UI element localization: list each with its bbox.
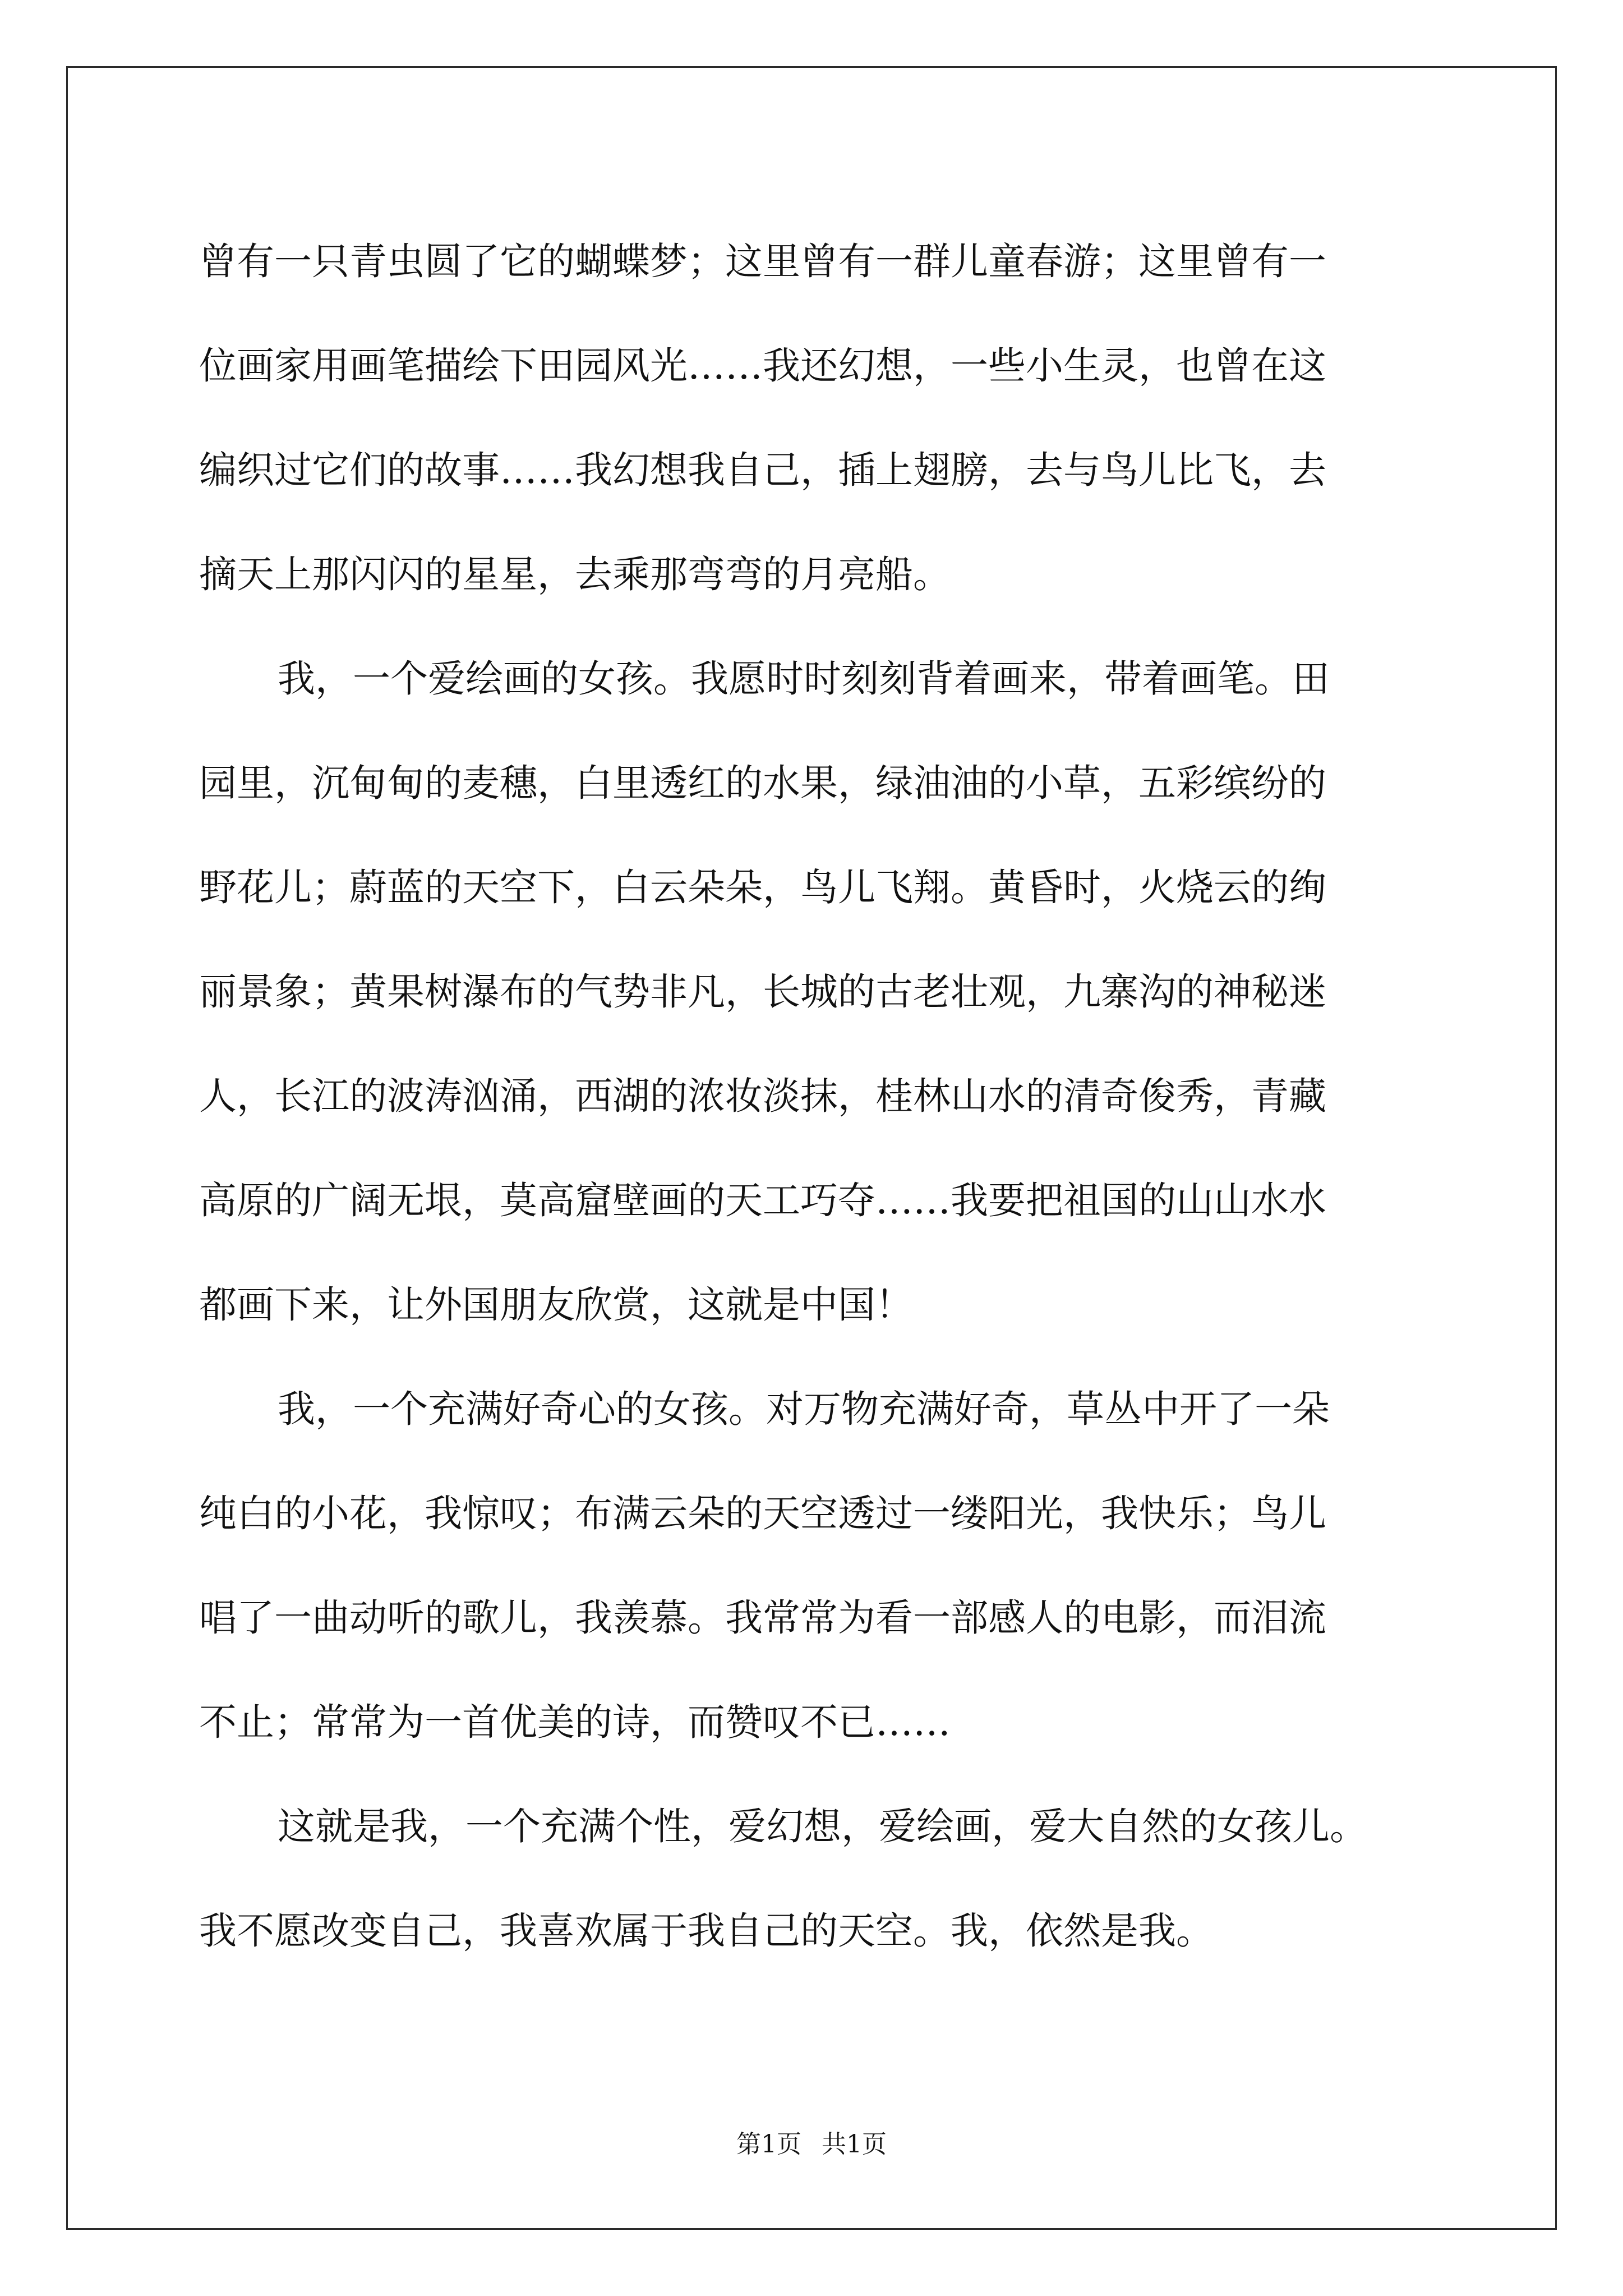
page-footer [0, 2128, 1623, 2161]
text-line: 园里，沉甸甸的麦穗，白里透红的水果，绿油油的小草，五彩缤纷的 [199, 761, 1326, 805]
paragraph-3 [199, 1357, 1489, 1774]
text-line: 我，一个充满好奇心的女孩。对万物充满好奇，草丛中开了一朵 [278, 1387, 1330, 1431]
text-line: 编织过它们的故事……我幻想我自己，插上翅膀，去与鸟儿比飞，去 [199, 448, 1326, 492]
page-number: 第1页 [736, 2130, 801, 2159]
text-line: 这就是我，一个充满个性，爱幻想，爱绘画，爱大自然的女孩儿。 [278, 1805, 1367, 1848]
text-line: 野花儿；蔚蓝的天空下，白云朵朵，鸟儿飞翔。黄昏时，火烧云的绚 [199, 866, 1326, 909]
text-line: 位画家用画笔描绘下田园风光……我还幻想，一些小生灵，也曾在这 [199, 344, 1326, 388]
text-line: 摘天上那闪闪的星星，去乘那弯弯的月亮船。 [199, 553, 951, 596]
text-line: 我，一个爱绘画的女孩。我愿时时刻刻背着画来，带着画笔。田 [278, 657, 1330, 701]
text-line: 丽景象；黄果树瀑布的气势非凡，长城的古老壮观，九寨沟的神秘迷 [199, 970, 1326, 1014]
page-total: 共1页 [822, 2130, 887, 2159]
text-line: 人，长江的波涛汹涌，西湖的浓妆淡抹，桂林山水的清奇俊秀，青藏 [199, 1074, 1326, 1118]
text-line: 唱了一曲动听的歌儿，我羡慕。我常常为看一部感人的电影，而泪流 [199, 1596, 1326, 1640]
text-line: 不止；常常为一首优美的诗，而赞叹不已…… [199, 1700, 951, 1744]
document-body [199, 209, 1489, 1983]
paragraph-2 [199, 627, 1489, 1357]
text-line: 高原的广阔无垠，莫高窟壁画的天工巧夺……我要把祖国的山山水水 [199, 1179, 1326, 1222]
paragraph-4 [199, 1774, 1489, 1983]
text-line: 纯白的小花，我惊叹；布满云朵的天空透过一缕阳光，我快乐；鸟儿 [199, 1492, 1326, 1535]
text-line: 我不愿改变自己，我喜欢属于我自己的天空。我，依然是我。 [199, 1909, 1214, 1953]
text-line: 曾有一只青虫圆了它的蝴蝶梦；这里曾有一群儿童春游；这里曾有一 [199, 240, 1326, 283]
paragraph-1 [199, 209, 1489, 627]
text-line: 都画下来，让外国朋友欣赏，这就是中国！ [199, 1283, 913, 1327]
